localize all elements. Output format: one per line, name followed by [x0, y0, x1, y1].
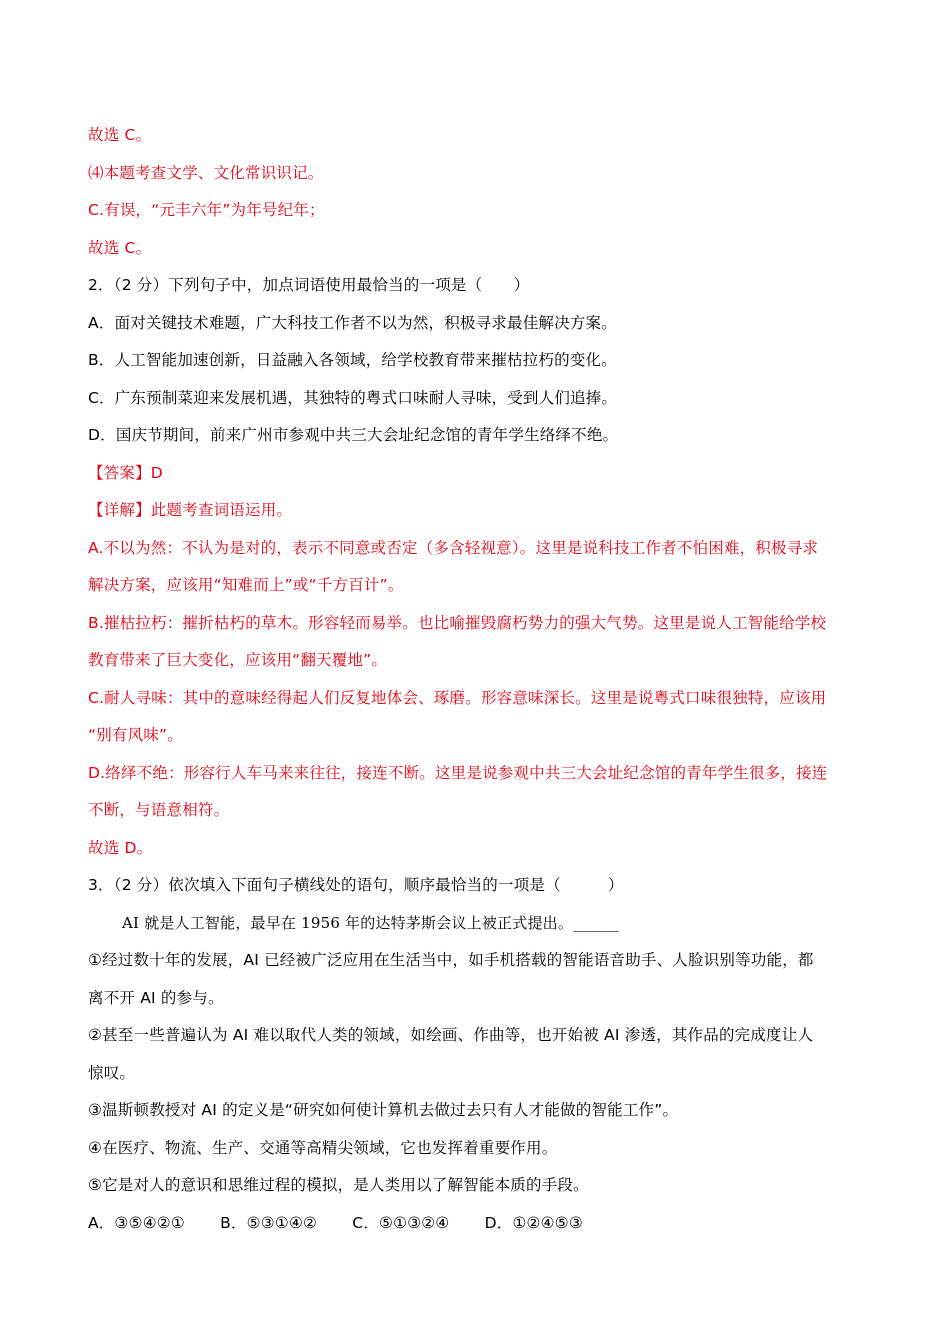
sentence-2-line-2: 惊叹。 [88, 1063, 136, 1082]
sentence-4: ④在医疗、物流、生产、交通等高精尖领域，它也发挥着重要作用。 [88, 1138, 558, 1157]
detail-a-line-2: 解决方案，应该用“知难而上”或“千方百计”。 [88, 576, 404, 594]
answer-label: 【答案】D [88, 463, 163, 482]
detail-label: 【详解】此题考查词语运用。 [88, 501, 293, 519]
explanation-line: C.有误，“元丰六年”为年号纪年； [88, 201, 325, 219]
sentence-3: ③温斯顿教授对 AI 的定义是“研究如何使计算机去做过去只有人才能做的智能工作”。 [88, 1101, 679, 1119]
sentence-1-line-2: 离不开 AI 的参与。 [88, 988, 224, 1007]
detail-d-line-1: D.络绎不绝：形容行人车马来来往往，接连不断。这里是说参观中共三大会址纪念馆的青年学生很多，接连 [88, 763, 828, 782]
sentence-2-line-1: ②甚至一些普遍认为 AI 难以取代人类的领域，如绘画、作曲等，也开始被 AI 渗透，其作品的完成度让人 [88, 1026, 814, 1044]
question-2-option-b: B．人工智能加速创新，日益融入各领域，给学校教育带来摧枯拉朽的变化。 [88, 351, 617, 369]
question-3-option-b: B．⑤③①④② [220, 1213, 318, 1232]
sentence-5: ⑤它是对人的意识和思维过程的模拟，是人类用以了解智能本质的手段。 [88, 1176, 589, 1194]
conclusion-line: 故选 C。 [88, 238, 152, 257]
question-3-option-c: C．⑤①③②④ [352, 1213, 450, 1232]
conclusion-line: 故选 C。 [88, 126, 152, 144]
detail-b-line-2: 教育带来了巨大变化，应该用“翻天覆地”。 [88, 651, 388, 669]
detail-d-line-2: 不断，与语意相符。 [88, 801, 230, 819]
detail-b-line-1: B.摧枯拉朽：摧折枯朽的草木。形容轻而易举。也比喻摧毁腐朽势力的强大气势。这里是说人工智能给学校 [88, 613, 827, 632]
conclusion-line: 故选 D。 [88, 838, 153, 857]
sentence-1-line-1: ①经过数十年的发展，AI 已经被广泛应用在生活当中，如手机搭载的智能语音助手、人脸识别等功能，都 [88, 951, 814, 969]
question-2-stem: 2．（2 分）下列句子中，加点词语使用最恰当的一项是（ ） [88, 276, 530, 294]
question-3-option-d: D．①②④⑤③ [484, 1213, 583, 1232]
question-3-passage: AI 就是人工智能，最早在 1956 年的达特茅斯会议上被正式提出。______ [122, 913, 620, 932]
document-page [88, 117, 868, 1242]
detail-c-line-2: “别有风味”。 [88, 726, 183, 744]
question-2-option-a: A．面对关键技术难题，广大科技工作者不以为然，积极寻求最佳解决方案。 [88, 313, 617, 332]
question-3-stem: 3．（2 分）依次填入下面句子横线处的语句，顺序最恰当的一项是（ ） [88, 876, 624, 894]
question-2-option-c: C．广东预制菜迎来发展机遇，其独特的粤式口味耐人寻味，受到人们追捧。 [88, 388, 618, 407]
question-3-option-a: A．③⑤④②① [88, 1213, 185, 1232]
detail-c-line-1: C.耐人寻味：其中的意味经得起人们反复地体会、琢磨。形容意味深长。这里是说粤式口味很独特，应该用 [88, 688, 827, 707]
detail-a-line-1: A.不以为然：不认为是对的，表示不同意或否定（多含轻视意）。这里是说科技工作者不怕困难，积极寻求 [88, 538, 819, 557]
question-3-options [88, 1205, 868, 1243]
explanation-heading: ⑷本题考查文学、文化常识识记。 [88, 163, 324, 182]
question-2-option-d: D．国庆节期间，前来广州市参观中共三大会址纪念馆的青年学生络绎不绝。 [88, 426, 619, 444]
